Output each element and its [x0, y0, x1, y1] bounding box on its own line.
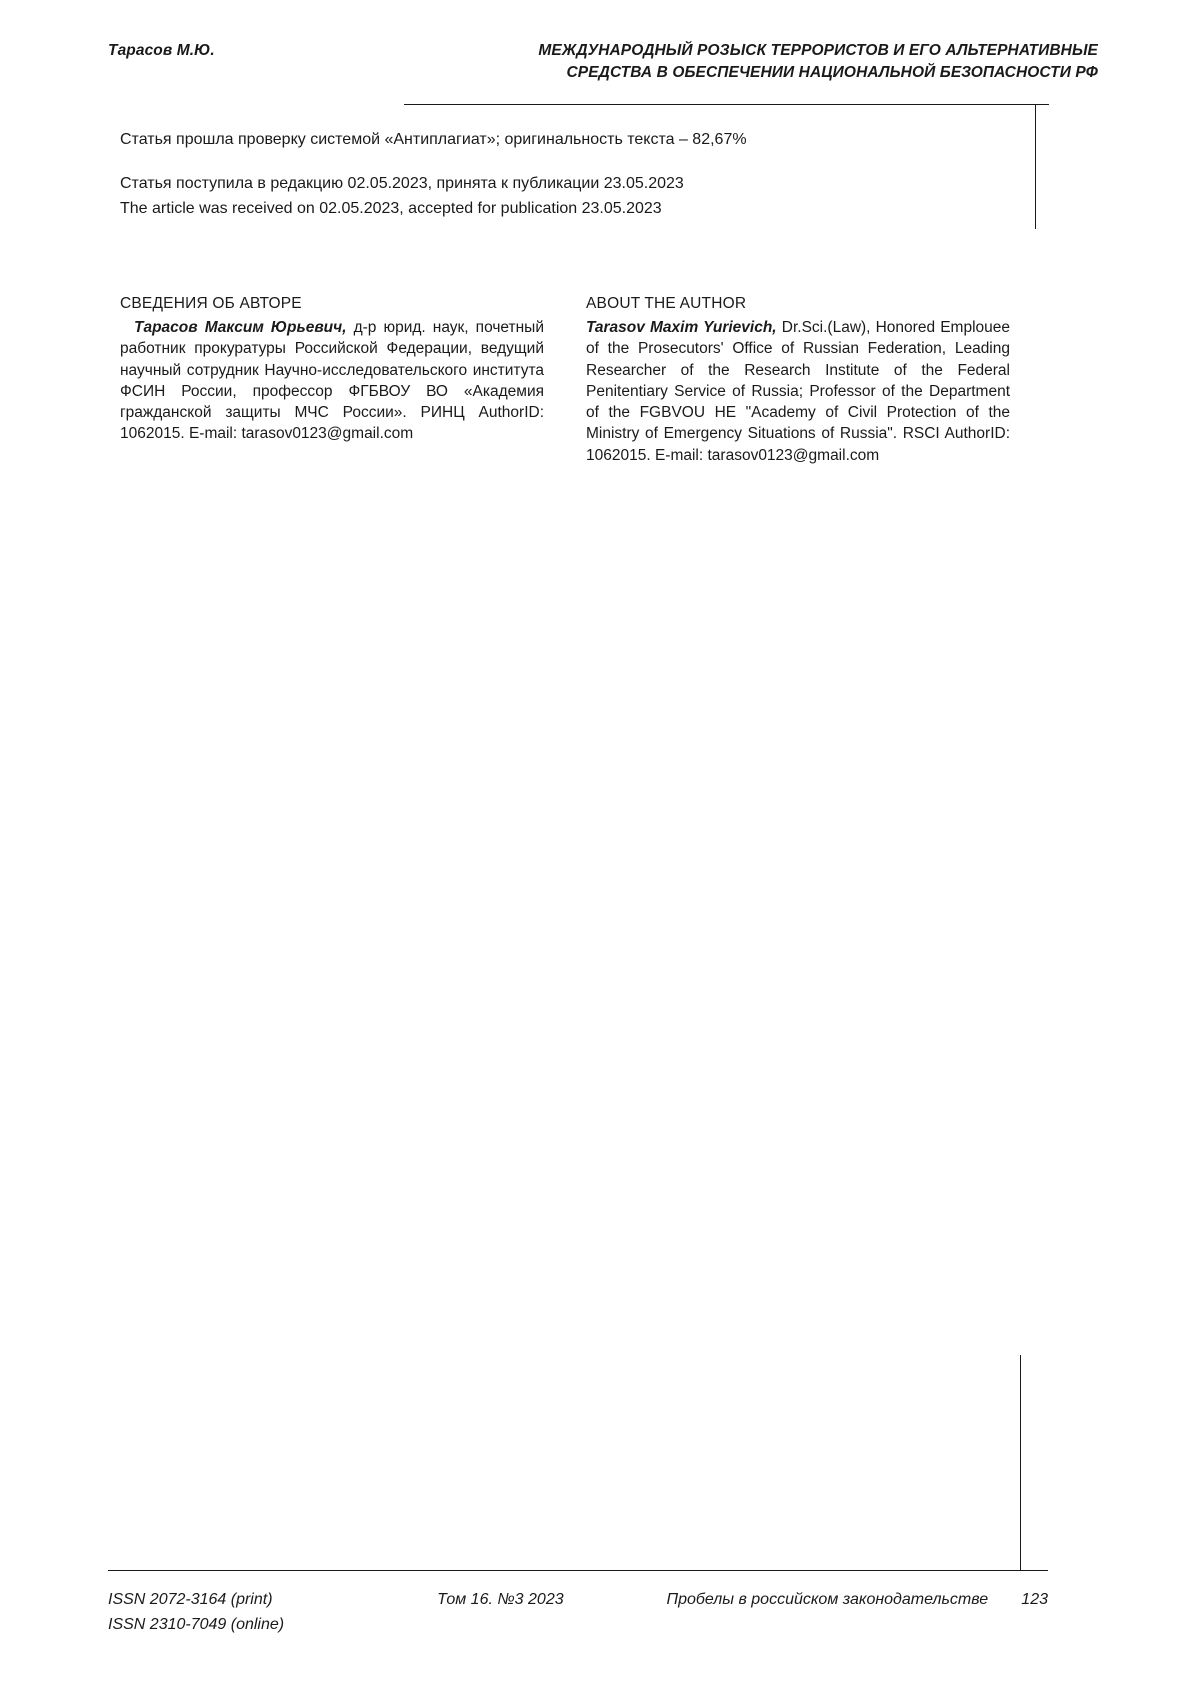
author-name-en: Tarasov Maxim Yurievich,: [586, 319, 777, 337]
author-details-ru: д-р юрид. наук, почетный работник прокуратуры Российской Федерации, ведущий научный сотрудник Научно-исследовательского института ФСИН России, профессор ФГБВОУ ВО «Академия гражданской защиты МЧС России». РИНЦ AuthorID: 1062015. E-mail: tarasov0123@gmail.com: [120, 319, 544, 443]
page-header: [108, 40, 1098, 85]
author-name-ru: Тарасов Максим Юрьевич,: [134, 319, 347, 337]
footer-divider: [108, 1570, 1048, 1571]
header-vertical-divider: [1035, 104, 1036, 229]
author-info-columns: [120, 292, 1010, 466]
author-info-ru-heading: СВЕДЕНИЯ ОБ АВТОРЕ: [120, 295, 302, 312]
issn-online: ISSN 2310-7049 (online): [108, 1615, 285, 1633]
header-divider: [404, 104, 1049, 105]
footer-row-secondary: [108, 1613, 1048, 1638]
author-info-ru-body: [120, 317, 544, 444]
author-info-en-body: [586, 317, 1010, 466]
page-footer: [108, 1588, 1048, 1638]
issn-print: ISSN 2072-3164 (print): [108, 1591, 273, 1608]
page-number: 123: [1021, 1591, 1048, 1608]
author-info-en: [586, 292, 1010, 466]
author-info-en-heading: ABOUT THE AUTHOR: [586, 295, 747, 312]
running-head-title-line2: СРЕДСТВА В ОБЕСПЕЧЕНИИ НАЦИОНАЛЬНОЙ БЕЗОПАСНОСТИ РФ: [566, 64, 1098, 82]
plagiarism-note: Статья прошла проверку системой «Антиплагиат»; оригинальность текста – 82,67%: [120, 131, 747, 148]
journal-name: Пробелы в российском законодательстве: [666, 1591, 989, 1608]
footer-row-primary: [108, 1588, 1048, 1613]
running-head-title-line1: МЕЖДУНАРОДНЫЙ РОЗЫСК ТЕРРОРИСТОВ И ЕГО АЛЬТЕРНАТИВНЫЕ: [538, 42, 1098, 59]
submission-dates: [120, 172, 684, 222]
running-head-author: Тарасов М.Ю.: [108, 42, 215, 59]
volume-info: Том 16. №3 2023: [437, 1591, 564, 1608]
submission-date-en: The article was received on 02.05.2023, accepted for publication 23.05.2023: [120, 199, 662, 217]
submission-date-ru: Статья поступила в редакцию 02.05.2023, принята к публикации 23.05.2023: [120, 175, 684, 192]
running-head-title: [215, 40, 1098, 85]
author-details-en: Dr.Sci.(Law), Honored Emplouee of the Prosecutors' Office of Russian Federation, Leading Researcher of the Research Institute of the Federal Penitentiary Service of Russia; Professor of the Department of the FGBVOU HE "Academy of Civil Protection of the Ministry of Emergency Situations of Russia". RSCI AuthorID: 1062015. E-mail: tarasov0123@gmail.com: [586, 319, 1010, 464]
footer-vertical-divider: [1020, 1355, 1021, 1570]
author-info-ru: [120, 292, 544, 466]
